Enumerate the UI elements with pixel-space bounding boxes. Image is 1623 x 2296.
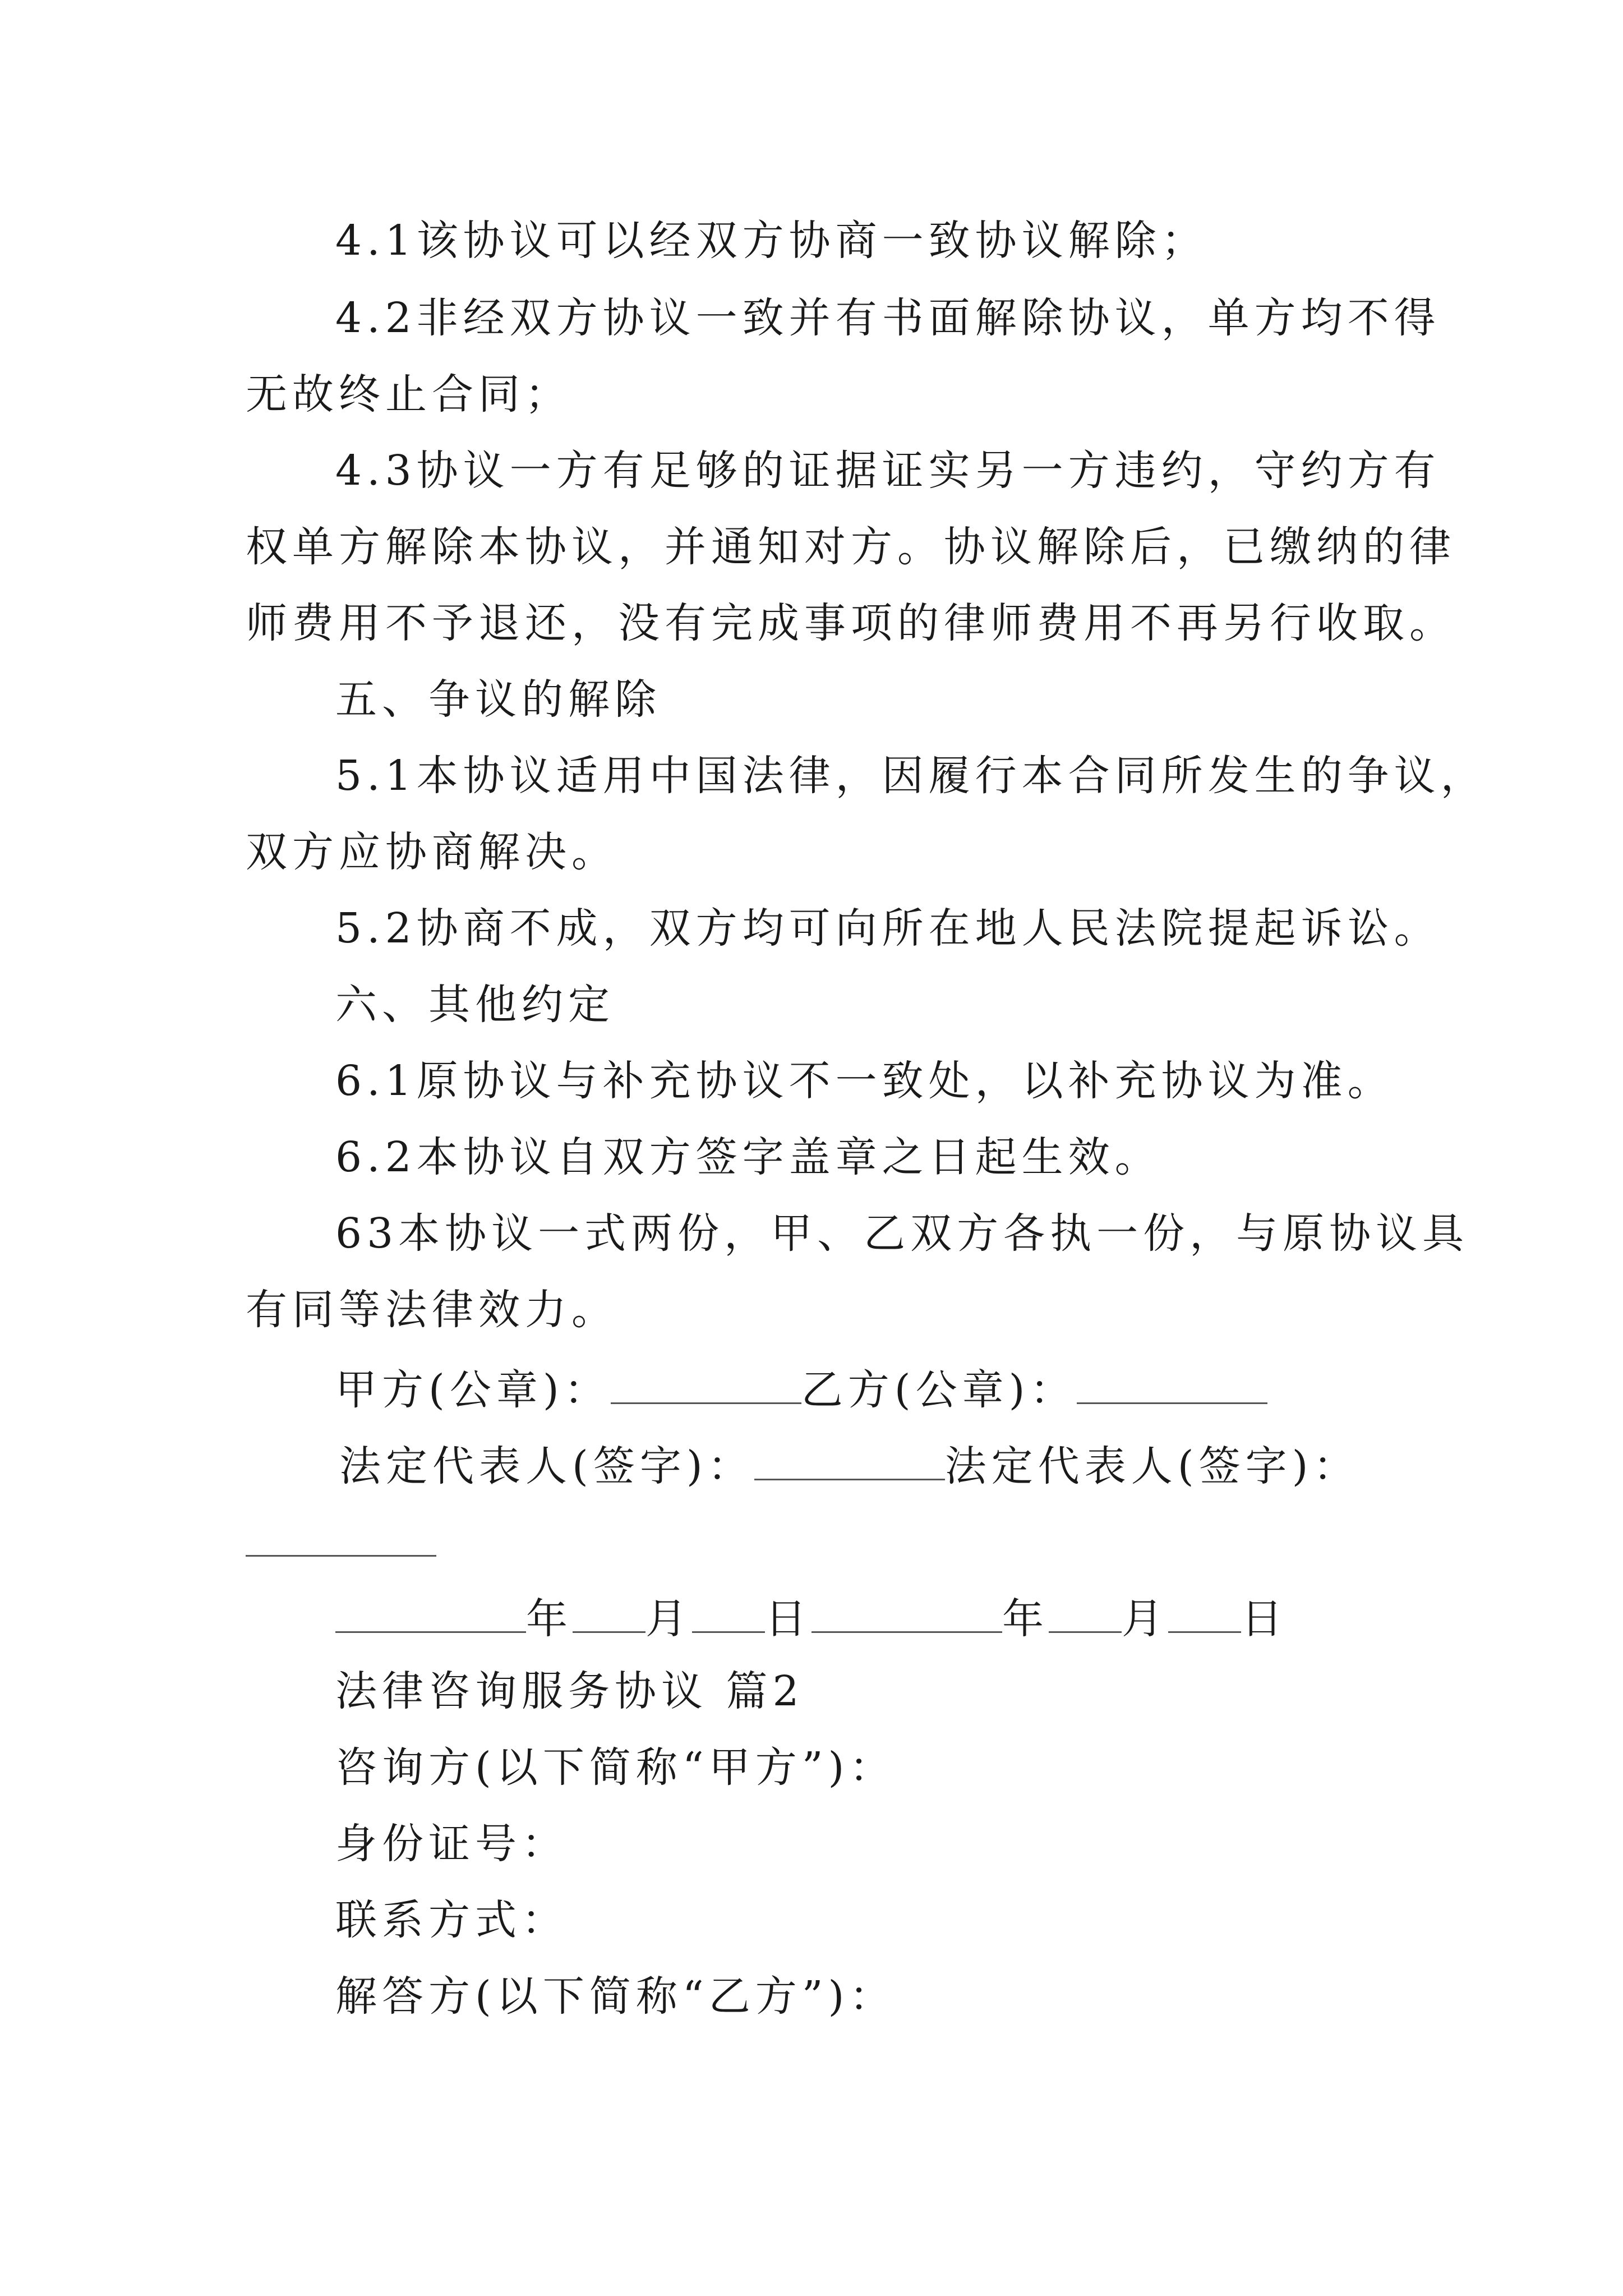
clause-6-3-line1: 63本协议一式两份，甲、乙双方各执一份，与原协议具 xyxy=(335,1209,1469,1258)
clause-5-1-line1: 5.1本协议适用中国法律，因履行本合同所发生的争议， xyxy=(335,752,1487,800)
id-number-label: 身份证号： xyxy=(335,1820,568,1868)
clause-4-2-line2: 无故终止合同； xyxy=(246,370,571,418)
party-a-seal-blank[interactable] xyxy=(611,1365,801,1404)
party-a-rep-blank[interactable] xyxy=(754,1442,945,1480)
party-a-rep-label: 法定代表人(签字)： xyxy=(339,1442,754,1490)
party-b-month-blank[interactable] xyxy=(1049,1594,1122,1633)
consultant-label: 咨询方(以下简称“甲方”)： xyxy=(335,1743,896,1792)
clause-6-2: 6.2本协议自双方签字盖章之日起生效。 xyxy=(335,1133,1161,1181)
party-b-seal-label: 乙方(公章)： xyxy=(801,1366,1077,1414)
signature-line-seals xyxy=(335,1365,1267,1414)
year-label-b: 年 xyxy=(1002,1595,1049,1643)
date-line xyxy=(335,1594,1288,1643)
party-a-year-blank[interactable] xyxy=(335,1594,526,1633)
clause-4-3-line1: 4.3协议一方有足够的证据证实另一方违约，守约方有 xyxy=(335,447,1441,495)
answerer-label: 解答方(以下简称“乙方”)： xyxy=(335,1972,896,2021)
party-a-day-blank[interactable] xyxy=(692,1594,765,1633)
clause-5-1-line2: 双方应协商解决。 xyxy=(246,828,618,876)
part-2-title: 法律咨询服务协议 篇2 xyxy=(335,1667,804,1715)
day-label-b: 日 xyxy=(1241,1595,1288,1643)
clause-4-3-line2: 权单方解除本协议，并通知对方。协议解除后，已缴纳的律 xyxy=(246,523,1456,571)
clause-4-1: 4.1该协议可以经双方协商一致协议解除； xyxy=(335,217,1208,265)
contact-label: 联系方式： xyxy=(335,1896,568,1944)
signature-line-reps xyxy=(339,1442,1360,1490)
clause-6-3-line2: 有同等法律效力。 xyxy=(246,1286,618,1334)
signature-line-reps-wrap xyxy=(246,1518,436,1563)
section-6-heading: 六、其他约定 xyxy=(335,981,615,1029)
party-b-year-blank[interactable] xyxy=(811,1594,1002,1633)
clause-4-2-line1: 4.2非经双方协议一致并有书面解除协议，单方均不得 xyxy=(335,294,1441,342)
month-label-a: 月 xyxy=(645,1595,692,1643)
party-a-seal-label: 甲方(公章)： xyxy=(335,1366,611,1414)
section-5-heading: 五、争议的解除 xyxy=(335,675,661,724)
clause-4-3-line3: 师费用不予退还，没有完成事项的律师费用不再另行收取。 xyxy=(246,599,1456,647)
party-b-rep-blank[interactable] xyxy=(246,1518,436,1557)
year-label-a: 年 xyxy=(526,1595,573,1643)
party-b-day-blank[interactable] xyxy=(1168,1594,1241,1633)
clause-6-1: 6.1原协议与补充协议不一致处，以补充协议为准。 xyxy=(335,1057,1394,1105)
month-label-b: 月 xyxy=(1122,1595,1168,1643)
party-b-rep-label: 法定代表人(签字)： xyxy=(944,1442,1360,1490)
party-b-seal-blank[interactable] xyxy=(1077,1365,1267,1404)
clause-5-2: 5.2协商不成，双方均可向所在地人民法院提起诉讼。 xyxy=(335,904,1441,953)
day-label-a: 日 xyxy=(765,1595,811,1643)
party-a-month-blank[interactable] xyxy=(573,1594,645,1633)
